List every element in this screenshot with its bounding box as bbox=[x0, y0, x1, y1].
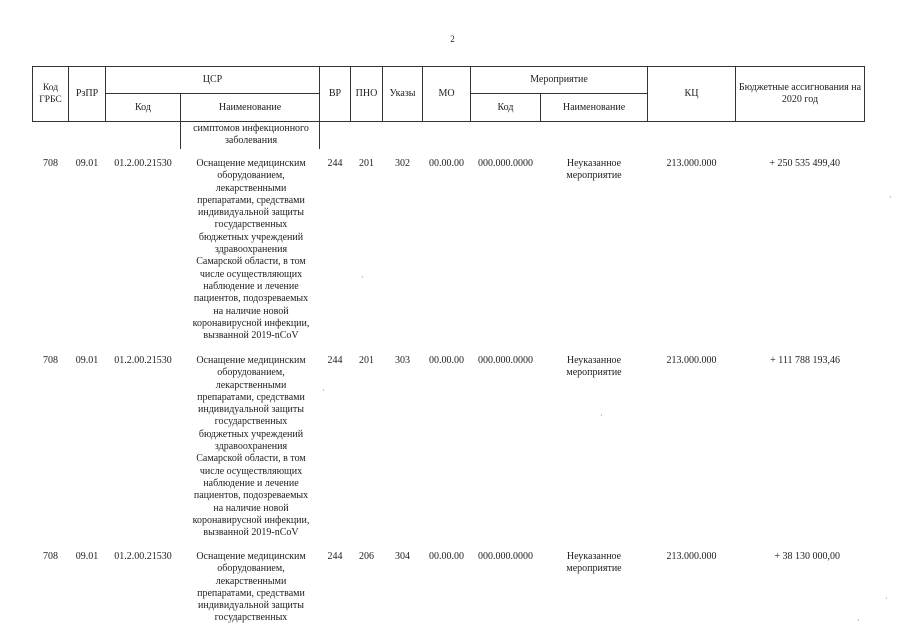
csr-name-line: государственных bbox=[214, 416, 288, 428]
csr-name-line: Оснащение медицинским bbox=[196, 355, 306, 366]
header-bottom-border bbox=[32, 121, 864, 122]
cell-pno: 201 bbox=[359, 355, 374, 366]
csr-name-line: вызванной 2019-nCoV bbox=[203, 330, 299, 342]
csr-name-line: препаратами, средствами bbox=[197, 194, 305, 206]
csr-name-line: лекарственными bbox=[215, 379, 287, 391]
cell-grbs: 708 bbox=[43, 158, 58, 169]
col-border bbox=[735, 66, 736, 122]
header-rzpr: РзПР bbox=[75, 88, 99, 99]
csr-name-line: здравоохранения bbox=[214, 441, 288, 453]
event-name-line: Неуказанное bbox=[566, 355, 622, 366]
header-grbs: Код ГРБС bbox=[39, 83, 62, 105]
csr-name-line: коронавирусной инфекции, bbox=[192, 317, 310, 329]
csr-name-line: на наличие новой bbox=[213, 502, 289, 514]
csr-name-line: коронавирусной инфекции, bbox=[192, 514, 310, 526]
cell-csr-name bbox=[183, 355, 319, 539]
event-name-line: Неуказанное bbox=[566, 551, 622, 562]
csr-name-line: бюджетных учреждений bbox=[198, 428, 304, 440]
header-event-code: Код bbox=[497, 101, 514, 113]
cell-event-name bbox=[548, 551, 640, 576]
csr-name-line: государственных bbox=[214, 219, 288, 231]
header-budget: Бюджетные ассигнования на 2020 год bbox=[738, 82, 862, 105]
continued-name-line: симптомов инфекционного bbox=[193, 123, 309, 134]
continued-name-line: заболевания bbox=[224, 135, 278, 147]
csr-name-line: лекарственными bbox=[215, 182, 287, 194]
csr-name-line: Самарской области, в том bbox=[196, 256, 306, 268]
cell-rzpr: 09.01 bbox=[75, 551, 99, 562]
scan-speck: · bbox=[322, 386, 325, 395]
csr-name-line: лекарственными bbox=[215, 575, 287, 587]
page-number: 2 bbox=[450, 34, 455, 44]
csr-name-line: препаратами, средствами bbox=[197, 587, 305, 599]
cell-kc: 213.000.000 bbox=[666, 551, 717, 562]
header-vr: ВР bbox=[328, 88, 342, 99]
header-event: Мероприятие bbox=[530, 74, 588, 85]
csr-name-line: пациентов, подозреваемых bbox=[193, 293, 309, 305]
cell-csr-name bbox=[183, 551, 319, 625]
csr-name-line: оборудованием, bbox=[217, 563, 285, 575]
event-name-line: мероприятие bbox=[566, 367, 622, 379]
cell-event-name bbox=[548, 158, 640, 183]
event-name-line: мероприятие bbox=[566, 563, 622, 575]
csr-name-line: бюджетных учреждений bbox=[198, 231, 304, 243]
header-event-name: Наименование bbox=[562, 101, 626, 113]
header-ukazy: Указы bbox=[389, 88, 416, 99]
event-name-line: мероприятие bbox=[566, 170, 622, 182]
cell-mo: 00.00.00 bbox=[429, 158, 464, 169]
scan-speck: · bbox=[889, 193, 892, 202]
csr-name-line: числе осуществляющих bbox=[199, 465, 303, 477]
scan-speck: · bbox=[885, 594, 888, 603]
csr-name-line: Самарской области, в том bbox=[196, 453, 306, 465]
csr-name-line: Оснащение медицинским bbox=[196, 551, 306, 562]
csr-name-line: препаратами, средствами bbox=[197, 391, 305, 403]
cell-rzpr: 09.01 bbox=[75, 158, 99, 169]
csr-name-line: вызванной 2019-nCoV bbox=[203, 527, 299, 539]
csr-name-line: здравоохранения bbox=[214, 244, 288, 256]
cell-pno: 206 bbox=[359, 551, 374, 562]
csr-name-line: наблюдение и лечение bbox=[203, 280, 299, 292]
cell-pno: 201 bbox=[359, 158, 374, 169]
cell-budget: + 250 535 499,40 bbox=[769, 158, 840, 169]
cell-kc: 213.000.000 bbox=[666, 355, 717, 366]
cell-csr-name bbox=[183, 158, 319, 342]
cell-mo: 00.00.00 bbox=[429, 355, 464, 366]
csr-name-line: индивидуальной защиты bbox=[198, 600, 304, 612]
header-csr-code: Код bbox=[135, 101, 151, 113]
cell-grbs: 708 bbox=[43, 355, 58, 366]
csr-name-line: индивидуальной защиты bbox=[198, 207, 304, 219]
cell-event-code: 000.000.0000 bbox=[478, 551, 533, 562]
scan-speck: · bbox=[600, 411, 603, 420]
cell-ukazy: 303 bbox=[395, 355, 410, 366]
scan-speck: · bbox=[857, 616, 860, 625]
csr-name-line: на наличие новой bbox=[213, 305, 289, 317]
cell-vr: 244 bbox=[327, 551, 343, 562]
csr-name-line: наблюдение и лечение bbox=[203, 477, 299, 489]
header-csr-name: Наименование bbox=[218, 101, 282, 113]
scan-speck: · bbox=[361, 273, 364, 282]
cell-budget: + 38 130 000,00 bbox=[774, 551, 840, 562]
cell-csr-code: 01.2.00.21530 bbox=[114, 551, 172, 562]
cell-csr-code: 01.2.00.21530 bbox=[114, 158, 172, 169]
cell-event-code: 000.000.0000 bbox=[478, 158, 533, 169]
cell-ukazy: 302 bbox=[395, 158, 410, 169]
cell-kc: 213.000.000 bbox=[666, 158, 717, 169]
csr-name-line: индивидуальной защиты bbox=[198, 404, 304, 416]
event-name-line: Неуказанное bbox=[566, 158, 622, 169]
header-pno: ПНО bbox=[355, 88, 378, 99]
csr-name-line: государственных bbox=[214, 612, 288, 624]
csr-name-line: оборудованием, bbox=[217, 367, 285, 379]
col-border bbox=[864, 66, 865, 122]
csr-name-line: оборудованием, bbox=[217, 170, 285, 182]
cell-ukazy: 304 bbox=[395, 551, 410, 562]
cell-event-name bbox=[548, 355, 640, 380]
header-mo: МО bbox=[438, 88, 455, 99]
continued-name bbox=[183, 123, 319, 148]
csr-name-line: числе осуществляющих bbox=[199, 268, 303, 280]
cell-vr: 244 bbox=[327, 158, 343, 169]
cell-budget: + 111 788 193,46 bbox=[770, 355, 840, 366]
cell-rzpr: 09.01 bbox=[75, 355, 99, 366]
body-col-border bbox=[319, 121, 320, 149]
cell-csr-code: 01.2.00.21530 bbox=[114, 355, 172, 366]
body-col-border bbox=[180, 121, 181, 149]
header-kc: КЦ bbox=[684, 88, 699, 99]
csr-name-line: Оснащение медицинским bbox=[196, 158, 306, 169]
cell-grbs: 708 bbox=[43, 551, 58, 562]
cell-mo: 00.00.00 bbox=[429, 551, 464, 562]
cell-vr: 244 bbox=[327, 355, 343, 366]
header-csr: ЦСР bbox=[202, 74, 223, 85]
csr-name-line: пациентов, подозреваемых bbox=[193, 490, 309, 502]
cell-event-code: 000.000.0000 bbox=[478, 355, 533, 366]
